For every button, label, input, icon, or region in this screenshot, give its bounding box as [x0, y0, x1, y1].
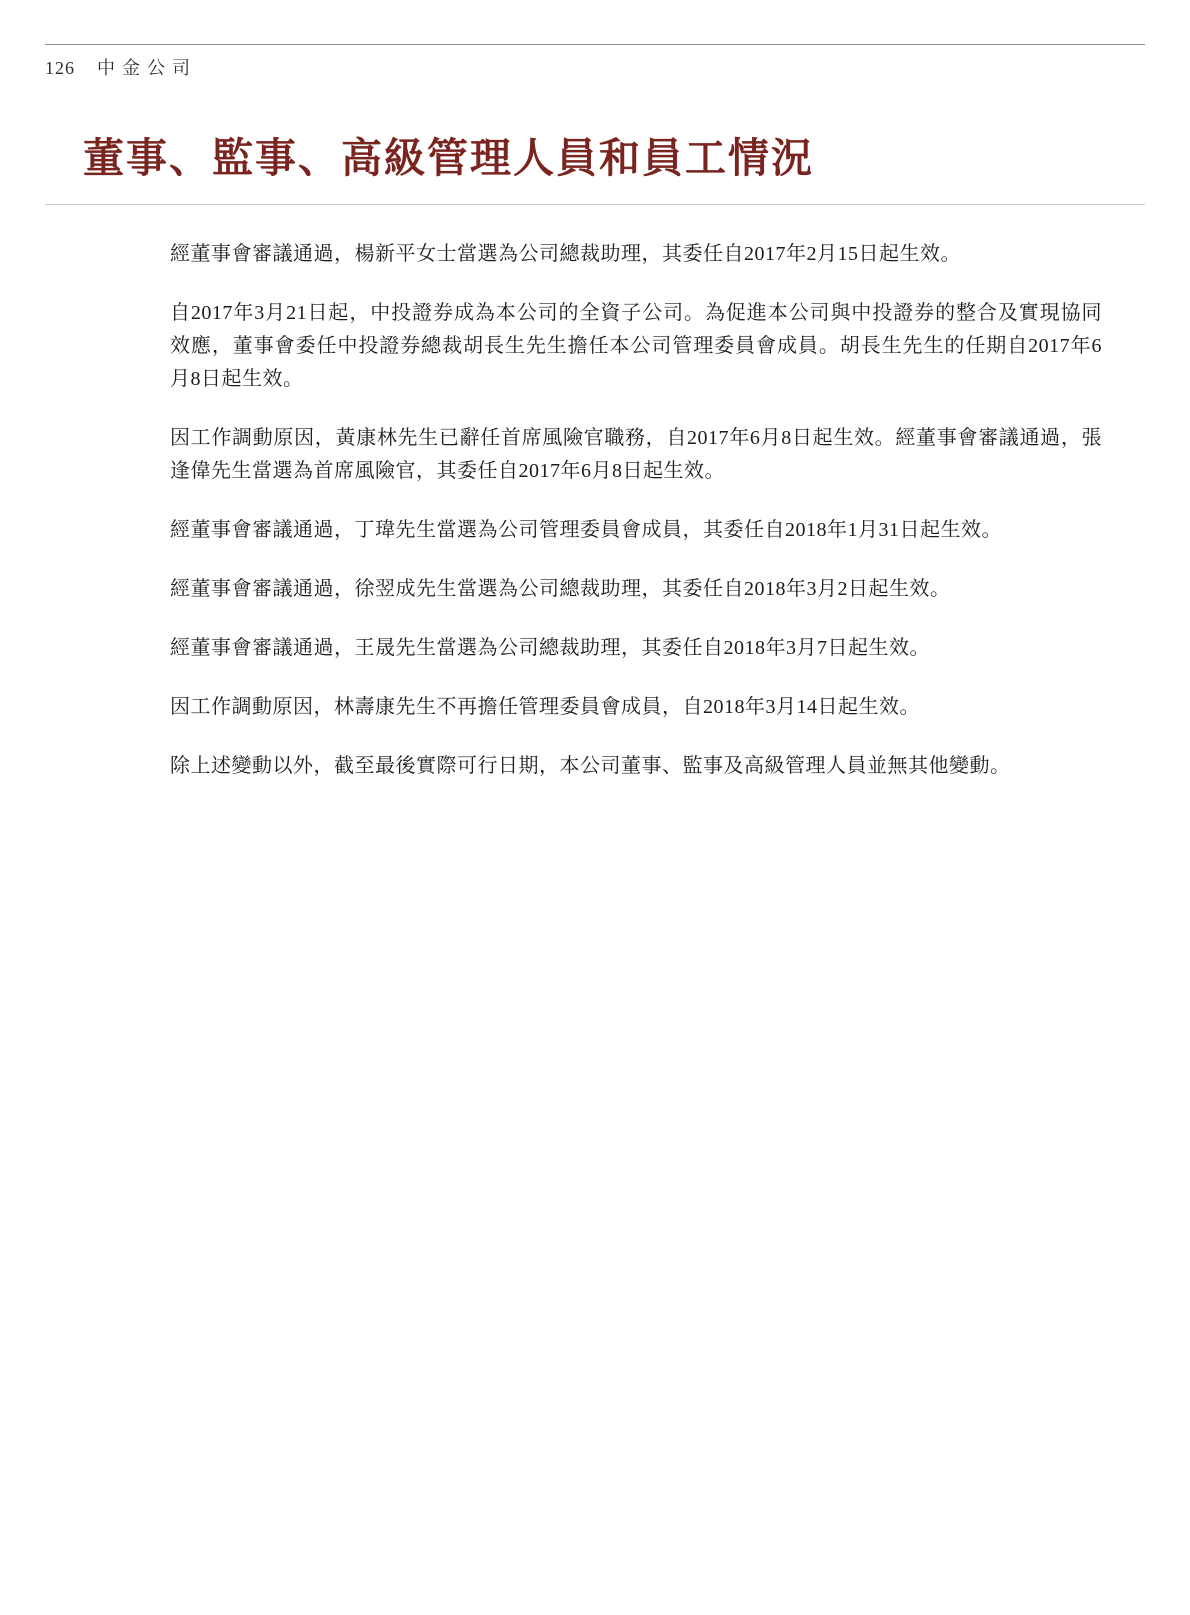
page-title: 董事、監事、高級管理人員和員工情況 [83, 135, 814, 181]
body-paragraph: 自2017年3月21日起，中投證券成為本公司的全資子公司。為促進本公司與中投證券的整合及實現協同效應，董事會委任中投證券總裁胡長生先生擔任本公司管理委員會成員。胡長生先生的任期自2017年6月8日起生效。 [170, 302, 1102, 390]
body-text [170, 238, 1102, 809]
body-paragraph: 經董事會審議通過，王晟先生當選為公司總裁助理，其委任自2018年3月7日起生效。 [170, 637, 930, 659]
body-paragraph: 除上述變動以外，截至最後實際可行日期，本公司董事、監事及高級管理人員並無其他變動。 [170, 755, 1011, 777]
company-name: 中金公司 [97, 58, 197, 78]
title-block [45, 128, 1145, 205]
body-paragraph: 因工作調動原因，林壽康先生不再擔任管理委員會成員，自2018年3月14日起生效。 [170, 696, 920, 718]
page-number: 126 [45, 58, 75, 78]
page-header [45, 54, 197, 80]
body-paragraph: 經董事會審議通過，楊新平女士當選為公司總裁助理，其委任自2017年2月15日起生效。 [170, 243, 961, 265]
body-paragraph: 經董事會審議通過，丁瑋先生當選為公司管理委員會成員，其委任自2018年1月31日起生效。 [170, 519, 1002, 541]
body-paragraph: 經董事會審議通過，徐翌成先生當選為公司總裁助理，其委任自2018年3月2日起生效。 [170, 578, 951, 600]
body-paragraph: 因工作調動原因，黃康林先生已辭任首席風險官職務，自2017年6月8日起生效。經董事會審議通過，張逢偉先生當選為首席風險官，其委任自2017年6月8日起生效。 [170, 427, 1102, 482]
header-divider [45, 44, 1145, 45]
